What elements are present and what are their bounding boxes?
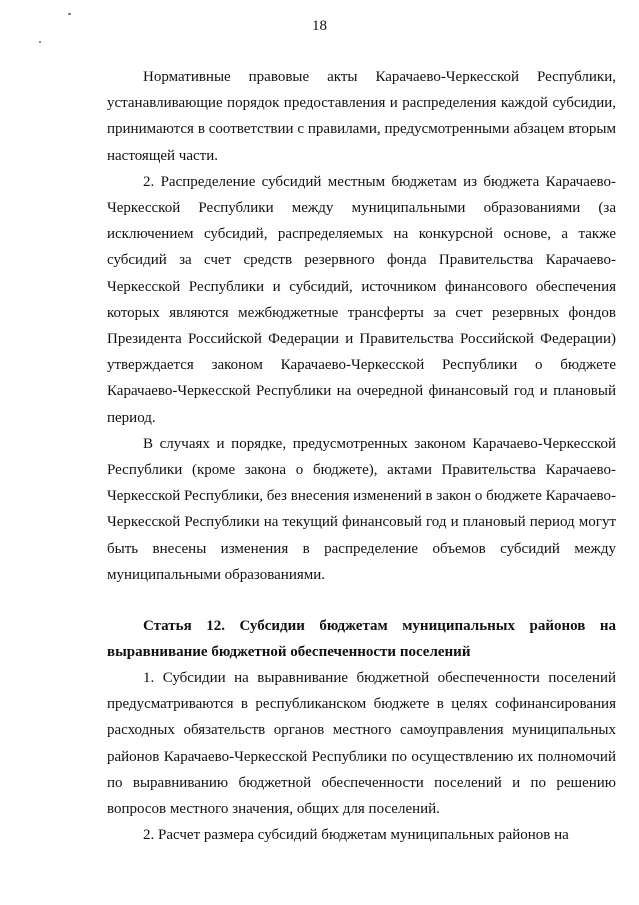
paragraph: В случаях и порядке, предусмотренных законом Карачаево-Черкесской Республики (кроме закона о бюджете), актами Правительства Карачаево-Черкесской Республики, без внесения изменений в закон о бюджете Карачаево-Черкесской Республики на текущий финансовый год и плановый период могут быть внесены изменения в распределение объемов субсидий между муниципальными образованиями. — [107, 435, 616, 583]
page-number: 18 — [312, 18, 327, 34]
paragraph: 1. Субсидии на выравнивание бюджетной обеспеченности поселений предусматриваются в республиканском бюджете в целях софинансирования расходных обязательств органов местного самоуправления муниципальных районов Карачаево-Черкесской Республики по осуществлению их полномочий по выравниванию бюджетной обеспеченности поселений и по решению вопросов местного значения, общих для поселений. — [107, 669, 616, 817]
scan-mark — [68, 13, 71, 15]
paragraph: 2. Расчет размера субсидий бюджетам муниципальных районов на — [143, 827, 569, 844]
document-body — [107, 64, 616, 848]
paragraph: 2. Распределение субсидий местным бюджетам из бюджета Карачаево-Черкесской Республики между муниципальными образованиями (за исключением субсидий, распределяемых на конкурсной основе, а также субсидий за счет средств резервного фонда Правительства Карачаево-Черкесской Республики и субсидий, источником финансового обеспечения которых являются межбюджетные трансферты за счет резервных фондов Президента Российской Федерации и Правительства Российской Федерации) утверждается законом Карачаево-Черкесской Республики о бюджете Карачаево-Черкесской Республики на очередной финансовый год и плановый период. — [107, 173, 616, 426]
article-heading: Статья 12. Субсидии бюджетам муниципальных районов на выравнивание бюджетной обеспеченности поселений — [107, 617, 616, 660]
paragraph: Нормативные правовые акты Карачаево-Черкесской Республики, устанавливающие порядок предоставления и распределения каждой субсидии, принимаются в соответствии с правилами, предусмотренными абзацем вторым настоящей части. — [107, 69, 616, 164]
scan-mark — [39, 41, 41, 43]
